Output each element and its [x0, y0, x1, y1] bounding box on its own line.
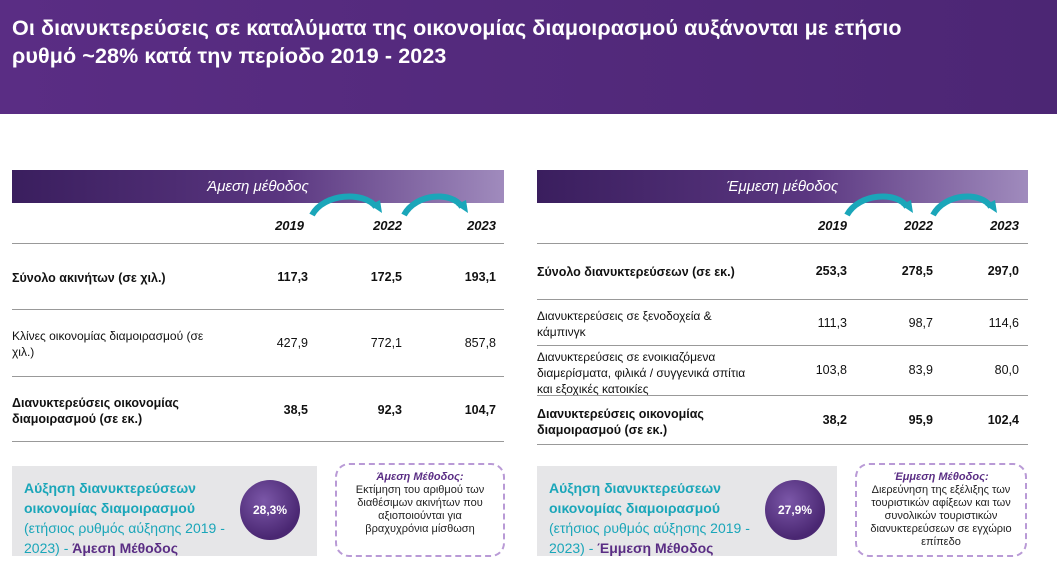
note-line: συνολικών τουριστικών — [884, 510, 998, 522]
row-label: Διανυκτερεύσεις οικονομίας διαμοιρασμού (σε εκ.) — [537, 407, 704, 437]
note-title: Έμμεση Μέθοδος: — [893, 471, 989, 483]
row-value: 38,2 — [822, 413, 847, 427]
growth-rate-badge: 28,3% — [240, 480, 300, 540]
table-row — [537, 345, 1028, 395]
title-line-1: Οι διανυκτερεύσεις σε καταλύματα της οικονομίας διαμοιρασμού αυξάνονται με ετήσιο — [12, 16, 902, 40]
note-line: αξιοποιούνται για — [378, 510, 462, 522]
table-row — [537, 299, 1028, 345]
table-row — [537, 243, 1028, 299]
years-header — [12, 203, 504, 243]
header-bar — [0, 0, 1057, 114]
row-value: 253,3 — [815, 264, 847, 278]
year-2022: 2022 — [373, 218, 402, 233]
direct-method-note — [335, 463, 505, 557]
row-value: 193,1 — [464, 270, 496, 284]
table-row — [537, 395, 1028, 445]
row-value: 857,8 — [464, 336, 496, 350]
year-2022: 2022 — [904, 218, 933, 233]
row-value: 111,3 — [817, 316, 847, 330]
growth-rate-badge: 27,9% — [765, 480, 825, 540]
page-title — [12, 14, 1045, 70]
table-row — [12, 376, 504, 442]
row-value: 83,9 — [908, 363, 933, 377]
row-value: 278,5 — [901, 264, 933, 278]
row-label: Διανυκτερεύσεις σε ξενοδοχεία & κάμπινγκ — [537, 309, 712, 339]
row-label: Διανυκτερεύσεις οικονομίας διαμοιρασμού (σε εκ.) — [12, 396, 179, 426]
table-row — [12, 309, 504, 376]
year-2023: 2023 — [990, 218, 1019, 233]
note-line: επίπεδο — [921, 536, 961, 548]
direct-method-title: Άμεση μέθοδος — [207, 178, 309, 195]
summary-text: Αύξηση διανυκτερεύσεων οικονομίας διαμοιρασμού (ετήσιος ρυθμός αύξησης 2019 - 2023) - Άμεση Μέθοδος — [24, 480, 225, 556]
indirect-growth-summary — [537, 466, 837, 556]
row-label: Σύνολο διανυκτερεύσεων (σε εκ.) — [537, 265, 735, 279]
years-header — [537, 203, 1028, 243]
note-line: τουριστικών αφίξεων και των — [871, 497, 1011, 509]
row-label: Κλίνες οικονομίας διαμοιρασμού (σε χιλ.) — [12, 329, 204, 359]
growth-arrows-icon — [537, 189, 1028, 219]
row-value: 297,0 — [987, 264, 1019, 278]
row-value: 172,5 — [370, 270, 402, 284]
note-line: διαθέσιμων ακινήτων που — [357, 497, 483, 509]
year-2023: 2023 — [467, 218, 496, 233]
row-value: 80,0 — [994, 363, 1019, 377]
note-line: βραχυχρόνια μίσθωση — [365, 523, 475, 535]
year-2019: 2019 — [275, 218, 304, 233]
note-line: Εκτίμηση του αριθμού των — [355, 484, 485, 496]
row-value: 38,5 — [283, 403, 308, 417]
growth-arrows-icon — [12, 189, 504, 219]
row-label: Σύνολο ακινήτων (σε χιλ.) — [12, 271, 166, 285]
row-label: Διανυκτερεύσεις σε ενοικιαζόμενα διαμερίσματα, φιλικά / συγγενικά σπίτια και εξοχικές κατοικίες — [537, 350, 746, 396]
summary-text: Αύξηση διανυκτερεύσεων οικονομίας διαμοιρασμού (ετήσιος ρυθμός αύξησης 2019 - 2023) - Έμμεση Μέθοδος — [549, 480, 750, 556]
table-row — [12, 243, 504, 309]
note-line: Διερεύνηση της εξέλιξης των — [871, 484, 1011, 496]
row-value: 95,9 — [908, 413, 933, 427]
indirect-method-note — [855, 463, 1027, 557]
row-value: 114,6 — [988, 316, 1019, 330]
row-value: 104,7 — [464, 403, 496, 417]
row-value: 117,3 — [277, 270, 308, 284]
title-line-2: ρυθμό ~28% κατά την περίοδο 2019 - 2023 — [12, 44, 447, 68]
note-line: διανυκτερεύσεων σε εγχώριο — [870, 523, 1012, 535]
note-title: Άμεση Μέθοδος: — [376, 471, 464, 483]
direct-method-table — [12, 170, 504, 442]
direct-growth-summary — [12, 466, 317, 556]
indirect-method-table — [537, 170, 1028, 445]
row-value: 92,3 — [377, 403, 402, 417]
row-value: 427,9 — [276, 336, 308, 350]
row-value: 98,7 — [908, 316, 933, 330]
year-2019: 2019 — [818, 218, 847, 233]
row-value: 103,8 — [815, 363, 847, 377]
row-value: 102,4 — [987, 413, 1019, 427]
row-value: 772,1 — [370, 336, 402, 350]
indirect-method-title: Έμμεση μέθοδος — [726, 178, 839, 195]
